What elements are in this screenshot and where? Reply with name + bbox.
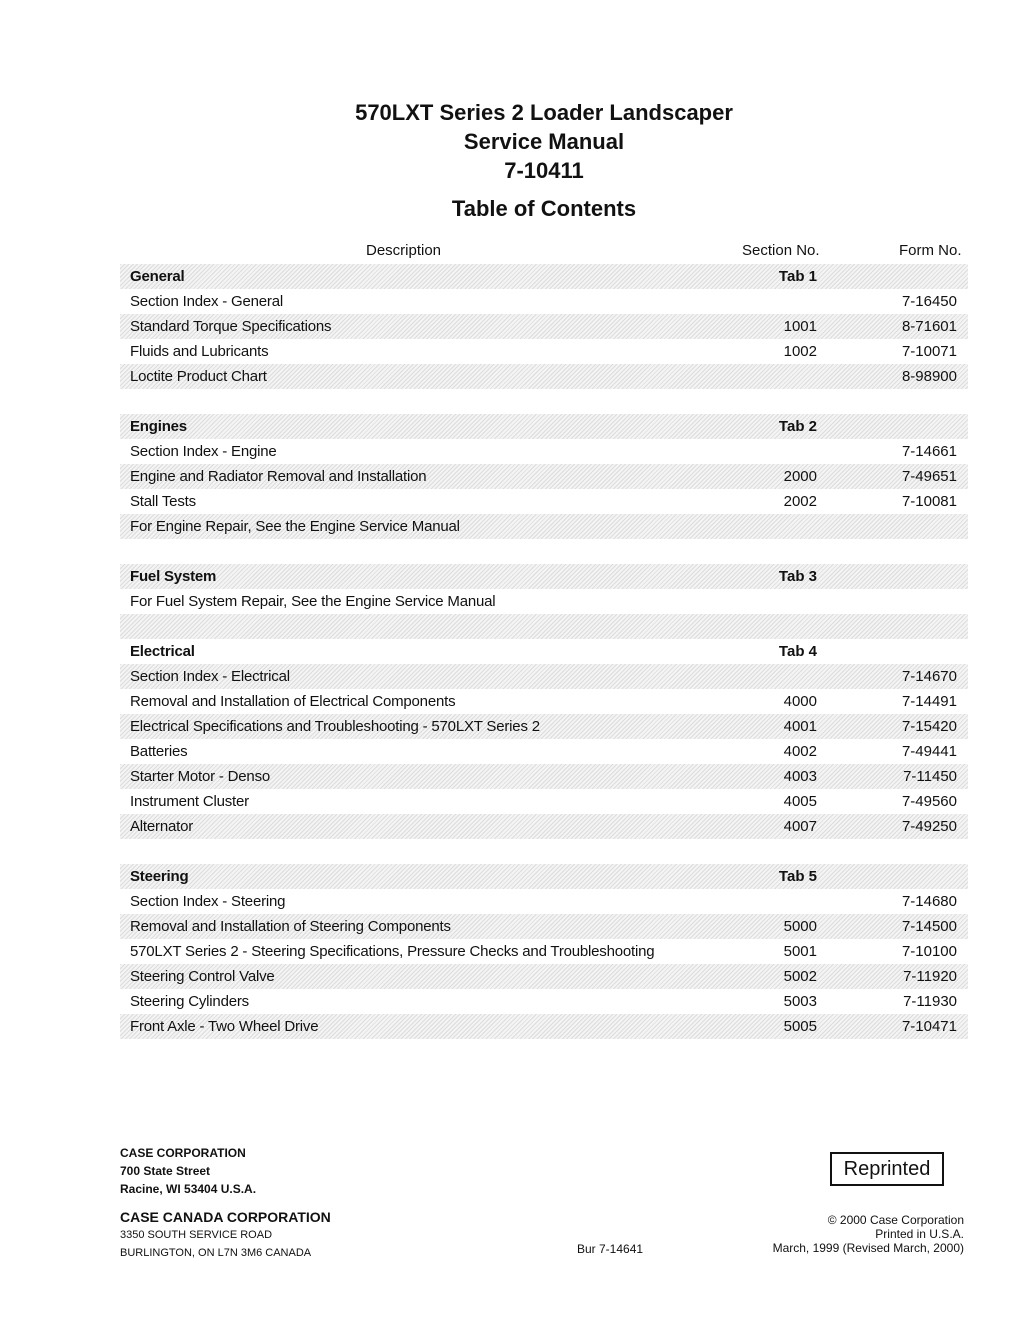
company-city: BURLINGTON, ON L7N 3M6 CANADA <box>120 1247 312 1259</box>
toc-row <box>120 339 968 364</box>
toc-row <box>120 489 968 514</box>
revision-date: March, 1999 (Revised March, 2000) <box>772 1241 964 1255</box>
toc-description: Electrical Specifications and Troubleshooting - 570LXT Series 2 <box>130 718 540 735</box>
toc-row <box>120 1014 968 1039</box>
toc-row <box>120 589 968 614</box>
toc-row <box>120 964 968 989</box>
toc-section-number: 4001 <box>783 718 817 735</box>
toc-row <box>120 739 968 764</box>
reprinted-stamp: Reprinted <box>830 1152 944 1186</box>
manual-number: 7-10411 <box>504 158 584 183</box>
toc-description: Instrument Cluster <box>130 793 249 810</box>
toc-row <box>120 364 968 389</box>
toc-row <box>120 289 968 314</box>
toc-description: Steering Cylinders <box>130 993 249 1010</box>
toc-description: Engines <box>130 418 187 435</box>
toc-description: For Fuel System Repair, See the Engine Service Manual <box>130 593 496 610</box>
toc-section-number: 5002 <box>783 968 817 985</box>
toc-row <box>120 939 968 964</box>
toc-description: General <box>130 268 185 285</box>
toc-section-number: 2000 <box>783 468 817 485</box>
toc-section-number: Tab 2 <box>778 418 817 435</box>
toc-section-number: Tab 4 <box>778 643 817 660</box>
toc-form-number: 7-49560 <box>901 793 957 810</box>
toc-form-number: 7-11450 <box>903 768 957 785</box>
toc-form-number: 7-10471 <box>901 1018 957 1035</box>
toc-section-number: 5001 <box>783 943 817 960</box>
toc-description: Starter Motor - Denso <box>130 768 271 785</box>
toc-row <box>120 439 968 464</box>
company-name: CASE CANADA CORPORATION <box>120 1209 331 1225</box>
toc-form-number: 7-14661 <box>901 443 957 460</box>
toc-form-number: 7-49651 <box>901 468 957 485</box>
toc-description: Section Index - General <box>130 293 283 310</box>
toc-description: Engine and Radiator Removal and Installation <box>130 468 427 485</box>
toc-row <box>120 664 968 689</box>
toc-section-number: 5000 <box>783 918 817 935</box>
toc-section-number: Tab 5 <box>778 868 817 885</box>
toc-form-number: 7-15420 <box>901 718 957 735</box>
toc-form-number: 7-10081 <box>901 493 957 510</box>
toc-form-number: 7-14500 <box>901 918 957 935</box>
toc-row <box>120 789 968 814</box>
toc-spacer-row <box>120 839 968 864</box>
toc-section-number: 4007 <box>783 818 817 835</box>
toc-row <box>120 514 968 539</box>
toc-description: Electrical <box>130 643 195 660</box>
toc-section-header <box>120 414 968 439</box>
toc-section-header <box>120 639 968 664</box>
toc-description: 570LXT Series 2 - Steering Specifications, Pressure Checks and Troubleshooting <box>130 943 655 960</box>
toc-form-number: 7-49441 <box>901 743 957 760</box>
toc-section-header <box>120 864 968 889</box>
toc-form-number: 7-11920 <box>903 968 957 985</box>
toc-section-number: 4000 <box>783 693 817 710</box>
toc-description: Removal and Installation of Electrical Components <box>130 693 456 710</box>
toc-section-number: 4002 <box>783 743 817 760</box>
toc-form-number: 8-98900 <box>901 368 957 385</box>
toc-section-number: 1002 <box>783 343 817 360</box>
toc-section-number: 2002 <box>783 493 817 510</box>
company-street: 3350 SOUTH SERVICE ROAD <box>120 1229 273 1241</box>
toc-description: Section Index - Engine <box>130 443 277 460</box>
toc-description: For Engine Repair, See the Engine Service Manual <box>130 518 460 535</box>
toc-row <box>120 714 968 739</box>
toc-description: Removal and Installation of Steering Components <box>130 918 451 935</box>
toc-section-number: 4005 <box>783 793 817 810</box>
toc-spacer-row <box>120 539 968 564</box>
toc-row <box>120 764 968 789</box>
toc-description: Batteries <box>130 743 188 760</box>
toc-heading: Table of Contents <box>451 196 637 221</box>
toc-row <box>120 464 968 489</box>
toc-form-number: 7-14491 <box>901 693 957 710</box>
toc-description: Stall Tests <box>130 493 196 510</box>
company-street: 700 State Street <box>120 1164 211 1178</box>
toc-row <box>120 689 968 714</box>
toc-row <box>120 889 968 914</box>
toc-form-number: 7-14680 <box>901 893 957 910</box>
toc-description: Front Axle - Two Wheel Drive <box>130 1018 319 1035</box>
toc-description: Section Index - Electrical <box>130 668 290 685</box>
manual-title: 570LXT Series 2 Loader Landscaper <box>355 100 733 125</box>
column-header-description: Description <box>366 242 442 259</box>
toc-section-header <box>120 564 968 589</box>
toc-description: Fuel System <box>130 568 217 585</box>
toc-description: Steering Control Valve <box>130 968 275 985</box>
toc-description: Standard Torque Specifications <box>130 318 332 335</box>
case-canada-address <box>120 1208 331 1262</box>
copyright-text: © 2000 Case Corporation <box>827 1213 964 1227</box>
toc-section-number: Tab 1 <box>778 268 817 285</box>
toc-section-number: Tab 3 <box>778 568 817 585</box>
toc-row <box>120 989 968 1014</box>
case-corporation-address <box>120 1144 256 1198</box>
toc-section-number: 1001 <box>783 318 817 335</box>
toc-description: Section Index - Steering <box>130 893 286 910</box>
toc-form-number: 7-49250 <box>901 818 957 835</box>
toc-section-number: 5003 <box>783 993 817 1010</box>
toc-description: Loctite Product Chart <box>130 368 267 385</box>
toc-description: Alternator <box>130 818 194 835</box>
column-header-form: Form No. <box>899 242 962 259</box>
toc-description: Steering <box>130 868 189 885</box>
toc-section-number: 4003 <box>783 768 817 785</box>
column-header-section: Section No. <box>742 242 820 259</box>
toc-form-number: 7-16450 <box>901 293 957 310</box>
title-block <box>0 98 1024 185</box>
printed-in: Printed in U.S.A. <box>875 1227 964 1241</box>
toc-table <box>120 264 968 1039</box>
toc-section-number: 5005 <box>783 1018 817 1035</box>
toc-description: Fluids and Lubricants <box>130 343 269 360</box>
copyright-block <box>773 1213 964 1255</box>
company-name: CASE CORPORATION <box>120 1146 246 1160</box>
toc-spacer-row <box>120 614 968 639</box>
toc-form-number: 7-14670 <box>901 668 957 685</box>
toc-form-number: 7-11930 <box>903 993 957 1010</box>
company-city: Racine, WI 53404 U.S.A. <box>120 1182 257 1196</box>
toc-form-number: 7-10071 <box>901 343 957 360</box>
toc-row <box>120 314 968 339</box>
toc-form-number: 7-10100 <box>901 943 957 960</box>
toc-row <box>120 914 968 939</box>
toc-form-number: 8-71601 <box>901 318 957 335</box>
toc-row <box>120 814 968 839</box>
toc-section-header <box>120 264 968 289</box>
toc-spacer-row <box>120 389 968 414</box>
manual-subtitle: Service Manual <box>463 129 625 154</box>
bur-number: Bur 7-14641 <box>577 1242 644 1256</box>
